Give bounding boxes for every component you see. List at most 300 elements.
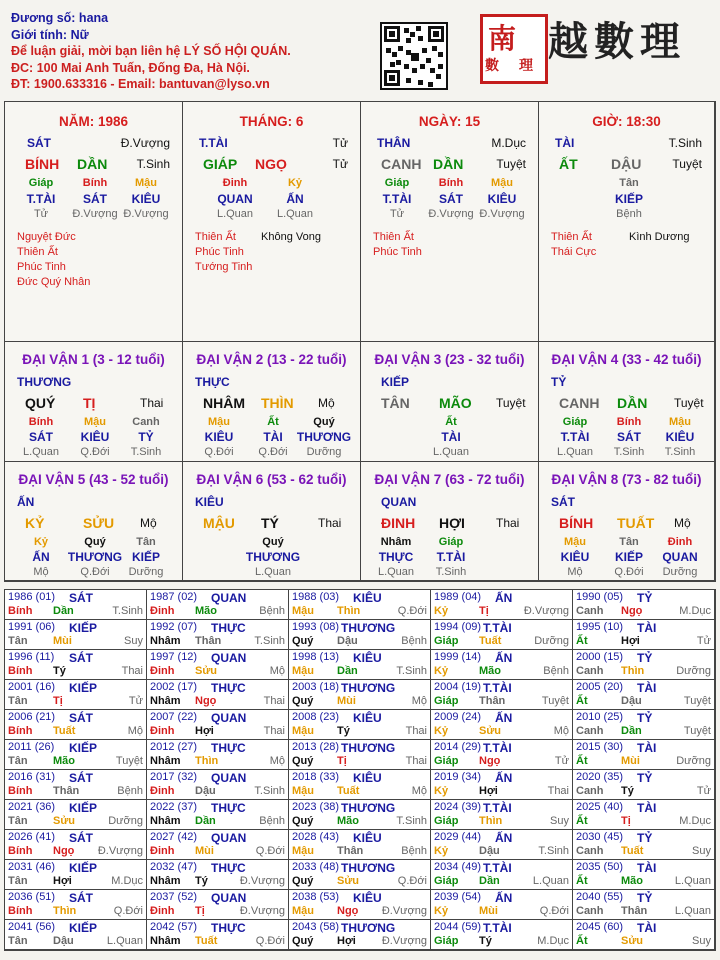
year-cell[interactable] [5, 740, 147, 770]
year-branch: Sửu [621, 935, 644, 947]
hidden-state: Tử [33, 208, 49, 220]
year-cell[interactable] [147, 710, 289, 740]
year-ten-god: QUAN [211, 831, 247, 845]
year-ten-god: THƯƠNG [341, 621, 396, 635]
hidden-state: Q.Đới [204, 446, 234, 458]
hidden-stem: Nhâm [380, 536, 412, 548]
hidden-ten-god: KIÊU [131, 192, 161, 206]
qr-module [392, 52, 397, 57]
year-ten-god: TỶ [637, 831, 653, 845]
hidden-ten-god: ẤN [32, 550, 50, 564]
year-state: Đ.Vượng [381, 935, 427, 947]
year-state: T.Sinh [112, 605, 143, 617]
year-stem: Ất [576, 755, 588, 767]
year-cell[interactable] [147, 770, 289, 800]
year-ten-god: ẤN [495, 771, 513, 785]
year-cell[interactable] [573, 830, 715, 860]
dai-van-cell[interactable] [539, 462, 715, 581]
hidden-ten-god: QUAN [217, 192, 253, 206]
hidden-stem: Giáp [562, 416, 588, 428]
year-cell[interactable] [147, 920, 289, 950]
year-branch: Dần [479, 875, 500, 887]
year-state: T.Sinh [254, 785, 285, 797]
address: ĐC: 100 Mai Anh Tuấn, Đống Đa, Hà Nội. [11, 60, 250, 75]
hidden-state: Mộ [33, 566, 49, 578]
year-stem: Mậu [292, 785, 314, 797]
year-stem: Nhâm [150, 635, 181, 647]
year-branch: Dần [53, 605, 74, 617]
pillar-title: NĂM: 1986 [58, 114, 129, 129]
pillar-stem: BÍNH [25, 156, 60, 172]
year-stem: Giáp [434, 935, 459, 947]
year-cell[interactable] [573, 770, 715, 800]
year-state: Suy [550, 815, 569, 827]
year-cell[interactable] [5, 680, 147, 710]
year-cell[interactable] [431, 890, 573, 920]
year-label: 2009 (24) [434, 711, 482, 723]
year-ten-god: QUAN [211, 711, 247, 725]
qr-module [426, 58, 431, 63]
qr-module [416, 26, 421, 31]
year-cell[interactable] [147, 830, 289, 860]
year-label: 2000 (15) [576, 651, 624, 663]
special-star: Kình Dương [629, 231, 690, 243]
year-ten-god: THỰC [211, 621, 246, 635]
year-branch: Mùi [337, 695, 356, 707]
year-label: 2043 (58) [292, 921, 340, 933]
year-branch: Dậu [479, 845, 500, 857]
year-stem: Giáp [434, 695, 459, 707]
year-stem: Tân [8, 635, 28, 647]
dai-van-state: Thai [318, 516, 342, 530]
year-branch: Mão [621, 875, 643, 887]
year-branch: Ngọ [621, 605, 643, 617]
year-label: 2015 (30) [576, 741, 624, 753]
year-state: Q.Đới [255, 935, 285, 947]
hidden-state: L.Quan [22, 446, 60, 458]
year-cell[interactable] [431, 740, 573, 770]
year-label: 2001 (16) [8, 681, 56, 693]
dai-van-cell[interactable] [5, 342, 183, 462]
hidden-ten-god: T.TÀI [26, 192, 56, 206]
year-stem: Bính [8, 665, 33, 677]
year-ten-god: T.TÀI [483, 801, 512, 815]
year-cell[interactable] [147, 800, 289, 830]
year-cell[interactable] [289, 800, 431, 830]
year-state: Q.Đới [255, 845, 285, 857]
year-cell[interactable] [5, 890, 147, 920]
hidden-state: Q.Đới [614, 566, 644, 578]
year-stem: Đinh [150, 605, 175, 617]
year-cell[interactable] [289, 590, 431, 620]
hidden-stem: Canh [132, 416, 160, 428]
year-cell[interactable] [289, 680, 431, 710]
year-ten-god: TỶ [637, 771, 653, 785]
year-branch: Thân [479, 695, 506, 707]
year-state: Thai [263, 695, 285, 707]
year-cell[interactable] [431, 680, 573, 710]
hidden-state: Dưỡng [128, 566, 164, 578]
hidden-ten-god: THƯƠNG [296, 430, 352, 444]
year-label: 1991 (06) [8, 621, 56, 633]
year-cell[interactable] [5, 620, 147, 650]
year-branch: Mùi [53, 635, 72, 647]
hidden-state: T.Sinh [664, 446, 696, 458]
pillar-cell[interactable] [539, 102, 715, 342]
year-cell[interactable] [573, 680, 715, 710]
pillar-branch-state: Tuyệt [496, 157, 526, 171]
year-branch: Hợi [621, 635, 640, 647]
pillar-ten-god: THÂN [377, 136, 411, 150]
year-cell[interactable] [289, 830, 431, 860]
year-cell[interactable] [573, 920, 715, 950]
year-state: Mộ [553, 725, 569, 737]
year-state: T.Sinh [538, 845, 569, 857]
year-cell[interactable] [289, 710, 431, 740]
year-cell[interactable] [147, 860, 289, 890]
special-star: Nguyệt Đức [17, 231, 76, 243]
hidden-ten-god: KIẾP [614, 550, 643, 564]
dai-van-cell[interactable] [361, 342, 539, 462]
year-branch: Tuất [337, 785, 360, 797]
year-label: 2026 (41) [8, 831, 56, 843]
year-cell[interactable] [5, 590, 147, 620]
year-label: 2004 (19) [434, 681, 482, 693]
year-cell[interactable] [431, 800, 573, 830]
pillar-branch: NGỌ [255, 156, 287, 172]
year-label: 1994 (09) [434, 621, 482, 633]
year-stem: Kỷ [434, 605, 449, 617]
hidden-ten-god: SÁT [617, 430, 641, 444]
year-branch: Mão [479, 665, 501, 677]
year-branch: Thìn [195, 755, 219, 767]
dai-van-title: ĐẠI VẬN 5 (43 - 52 tuổi) [18, 472, 169, 487]
year-cell[interactable] [431, 920, 573, 950]
year-stem: Nhâm [150, 875, 181, 887]
year-cell[interactable] [147, 680, 289, 710]
year-branch: Mùi [479, 905, 498, 917]
year-label: 2007 (22) [150, 711, 198, 723]
hidden-state: Q.Đới [258, 446, 288, 458]
pillar-branch: DẦN [433, 156, 464, 172]
pillar-cell[interactable] [5, 102, 183, 342]
year-label: 2013 (28) [292, 741, 340, 753]
pillar-cell[interactable] [361, 102, 539, 342]
year-branch: Sửu [337, 875, 360, 887]
hidden-ten-god: SÁT [439, 192, 463, 206]
year-cell[interactable] [431, 770, 573, 800]
year-cell[interactable] [573, 650, 715, 680]
year-stem: Canh [576, 725, 604, 737]
year-stem: Nhâm [150, 935, 181, 947]
year-cell[interactable] [573, 710, 715, 740]
year-ten-god: SÁT [69, 651, 93, 665]
year-label: 2030 (45) [576, 831, 624, 843]
year-branch: Dậu [53, 935, 74, 947]
pillar-branch-state: Tuyệt [672, 157, 702, 171]
hidden-state: Đ.Vượng [72, 208, 118, 220]
year-branch: Tý [621, 785, 634, 797]
year-stem: Nhâm [150, 695, 181, 707]
hidden-stem: Đinh [667, 536, 693, 548]
dai-van-branch: THÌN [261, 395, 294, 411]
year-branch: Hợi [337, 935, 356, 947]
year-cell[interactable] [431, 620, 573, 650]
year-cell[interactable] [573, 860, 715, 890]
year-ten-god: SÁT [69, 831, 93, 845]
year-label: 1987 (02) [150, 591, 198, 603]
year-ten-god: T.TÀI [483, 621, 512, 635]
dai-van-stem: MẬU [203, 515, 235, 531]
year-branch: Dần [337, 665, 358, 677]
year-ten-god: THỰC [211, 861, 246, 875]
year-label: 2025 (40) [576, 801, 624, 813]
year-cell[interactable] [289, 890, 431, 920]
year-branch: Tý [479, 935, 492, 947]
hidden-stem: Giáp [28, 177, 54, 189]
year-cell[interactable] [431, 860, 573, 890]
year-stem: Đinh [150, 725, 175, 737]
year-branch: Thìn [621, 665, 645, 677]
hidden-state: L.Quan [276, 208, 314, 220]
dai-van-state: Thai [140, 396, 164, 410]
dai-van-ten-god: KIÊU [195, 495, 224, 509]
hidden-stem: Mậu [669, 416, 691, 428]
year-stem: Tân [8, 695, 28, 707]
year-cell[interactable] [431, 830, 573, 860]
dai-van-cell[interactable] [5, 462, 183, 581]
year-cell[interactable] [573, 620, 715, 650]
qr-module [411, 53, 419, 61]
special-star: Phúc Tinh [373, 246, 422, 258]
year-cell[interactable] [289, 860, 431, 890]
pillar-branch-state: T.Sinh [136, 157, 170, 171]
qr-module [412, 68, 417, 73]
year-stem: Kỷ [434, 845, 449, 857]
year-stem: Canh [576, 785, 604, 797]
pillar-branch-state: Tử [332, 157, 348, 171]
dai-van-branch: HỢI [439, 515, 465, 531]
year-state: Q.Đới [397, 605, 427, 617]
year-cell[interactable] [431, 710, 573, 740]
year-label: 2022 (37) [150, 801, 198, 813]
year-stem: Kỷ [434, 725, 449, 737]
year-label: 1992 (07) [150, 621, 198, 633]
year-cell[interactable] [5, 770, 147, 800]
year-state: Dưỡng [676, 665, 711, 677]
year-branch: Dần [195, 815, 216, 827]
dai-van-state: Mộ [674, 516, 691, 530]
year-cell[interactable] [5, 800, 147, 830]
pillar-ten-god: SÁT [27, 136, 51, 150]
dai-van-cell[interactable] [361, 462, 539, 581]
year-cell[interactable] [573, 890, 715, 920]
year-ten-god: SÁT [69, 591, 93, 605]
year-ten-god: THỰC [211, 681, 246, 695]
year-label: 2032 (47) [150, 861, 198, 873]
year-ten-god: TỶ [637, 891, 653, 905]
hidden-ten-god: TỶ [138, 430, 154, 444]
year-cell[interactable] [431, 650, 573, 680]
hidden-stem: Bính [616, 416, 642, 428]
year-cell[interactable] [573, 800, 715, 830]
year-ten-god: THỰC [211, 801, 246, 815]
year-label: 2021 (36) [8, 801, 56, 813]
year-state: Suy [124, 635, 143, 647]
year-ten-god: KIÊU [353, 771, 382, 785]
year-cell[interactable] [147, 740, 289, 770]
year-cell[interactable] [147, 650, 289, 680]
year-ten-god: THƯƠNG [341, 861, 396, 875]
year-ten-god: QUAN [211, 771, 247, 785]
hidden-stem: Giáp [384, 177, 410, 189]
year-cell[interactable] [5, 860, 147, 890]
year-stem: Đinh [150, 905, 175, 917]
seal-char-1: 南 [488, 22, 517, 55]
year-state: Dưỡng [676, 755, 711, 767]
hidden-ten-god: KIÊU [204, 430, 234, 444]
year-label: 2029 (44) [434, 831, 482, 843]
year-cell[interactable] [147, 890, 289, 920]
year-ten-god: THƯƠNG [341, 801, 396, 815]
year-ten-god: TÀI [637, 741, 657, 755]
pillar-title: THÁNG: 6 [239, 114, 304, 129]
year-branch: Mùi [195, 845, 214, 857]
year-cell[interactable] [5, 710, 147, 740]
year-ten-god: ẤN [495, 891, 513, 905]
year-stem: Giáp [434, 635, 459, 647]
year-cell[interactable] [289, 920, 431, 950]
year-ten-god: KIẾP [69, 741, 98, 755]
qr-module [406, 78, 411, 83]
year-branch: Tý [53, 665, 66, 677]
year-cell[interactable] [147, 590, 289, 620]
special-star: Thái Cực [551, 246, 597, 258]
pillar-stem-state: M.Dục [491, 136, 526, 150]
pillar-stem-state: Đ.Vượng [120, 136, 170, 150]
pillar-cell[interactable] [183, 102, 361, 342]
year-cell[interactable] [431, 590, 573, 620]
year-state: Đ.Vượng [97, 845, 143, 857]
year-stem: Quý [292, 695, 314, 707]
year-ten-god: QUAN [211, 651, 247, 665]
year-stem: Kỷ [434, 905, 449, 917]
year-cell[interactable] [289, 650, 431, 680]
year-state: L.Quan [106, 935, 143, 947]
year-stem: Mậu [292, 605, 314, 617]
year-state: Tuyệt [683, 725, 711, 737]
dai-van-title: ĐẠI VẬN 8 (73 - 82 tuổi) [551, 472, 702, 487]
hidden-stem: Quý [84, 536, 106, 548]
hidden-state: Đ.Vượng [479, 208, 525, 220]
hidden-state: Bệnh [616, 208, 642, 220]
year-cell[interactable] [5, 650, 147, 680]
year-ten-god: TÀI [637, 801, 657, 815]
dai-van-stem: BÍNH [559, 515, 594, 531]
dai-van-branch: DẦN [617, 395, 648, 411]
year-state: Bệnh [259, 815, 285, 827]
year-state: Bệnh [543, 665, 569, 677]
year-ten-god: TÀI [637, 681, 657, 695]
phone-email[interactable]: ĐT: 1900.633316 - Email: bantuvan@lyso.vn [11, 77, 270, 91]
year-state: T.Sinh [396, 665, 427, 677]
year-cell[interactable] [573, 740, 715, 770]
year-label: 2019 (34) [434, 771, 482, 783]
hidden-stem: Tân [619, 536, 639, 548]
year-state: Tuyệt [683, 695, 711, 707]
hidden-ten-god: ẤN [286, 192, 304, 206]
header-info [11, 10, 291, 93]
dai-van-state: Tuyệt [674, 396, 704, 410]
year-branch: Thân [621, 905, 648, 917]
year-state: Tử [554, 755, 569, 767]
dai-van-cell[interactable] [183, 342, 361, 462]
year-cell[interactable] [5, 920, 147, 950]
year-ten-god: TÀI [637, 621, 657, 635]
year-state: Mộ [127, 725, 143, 737]
hidden-stem: Ất [267, 416, 279, 428]
year-label: 2003 (18) [292, 681, 340, 693]
year-label: 2010 (25) [576, 711, 624, 723]
year-state: Dưỡng [108, 815, 143, 827]
dai-van-stem: ĐINH [381, 515, 416, 531]
qr-module [406, 38, 411, 43]
qr-module [389, 31, 395, 37]
pillar-branch: DẬU [611, 156, 642, 172]
year-label: 2044 (59) [434, 921, 482, 933]
year-ten-god: TÀI [637, 861, 657, 875]
year-ten-god: SÁT [69, 771, 93, 785]
year-branch: Mão [53, 755, 75, 767]
year-cell[interactable] [289, 770, 431, 800]
year-cell[interactable] [289, 740, 431, 770]
year-stem: Bính [8, 845, 33, 857]
year-state: Thai [405, 725, 427, 737]
year-cell[interactable] [289, 620, 431, 650]
pillar-title: NGÀY: 15 [418, 114, 481, 129]
year-cell[interactable] [5, 830, 147, 860]
dai-van-cell[interactable] [183, 462, 361, 581]
dai-van-cell[interactable] [539, 342, 715, 462]
hidden-state: Dưỡng [306, 446, 342, 458]
qr-module [428, 82, 433, 87]
dai-van-state: Thai [496, 516, 520, 530]
year-branch: Mùi [621, 755, 640, 767]
qr-code-icon[interactable] [380, 22, 448, 90]
year-label: 2012 (27) [150, 741, 198, 753]
hidden-stem: Mậu [84, 416, 106, 428]
dai-van-stem: CANH [559, 395, 600, 411]
year-label: 2045 (60) [576, 921, 624, 933]
year-stem: Quý [292, 875, 314, 887]
year-label: 2006 (21) [8, 711, 56, 723]
year-cell[interactable] [573, 590, 715, 620]
year-state: Q.Đới [113, 905, 143, 917]
hidden-ten-god: TÀI [263, 430, 283, 444]
special-star: Tướng Tinh [195, 261, 253, 273]
year-cell[interactable] [147, 620, 289, 650]
year-ten-god: KIÊU [353, 711, 382, 725]
special-star: Thiên Ất [373, 231, 414, 243]
year-branch: Thìn [53, 905, 77, 917]
year-stem: Quý [292, 635, 314, 647]
year-label: 1990 (05) [576, 591, 624, 603]
year-state: Đ.Vượng [523, 605, 569, 617]
year-stem: Canh [576, 905, 604, 917]
year-stem: Đinh [150, 845, 175, 857]
year-branch: Sửu [195, 665, 218, 677]
qr-module [410, 32, 415, 37]
